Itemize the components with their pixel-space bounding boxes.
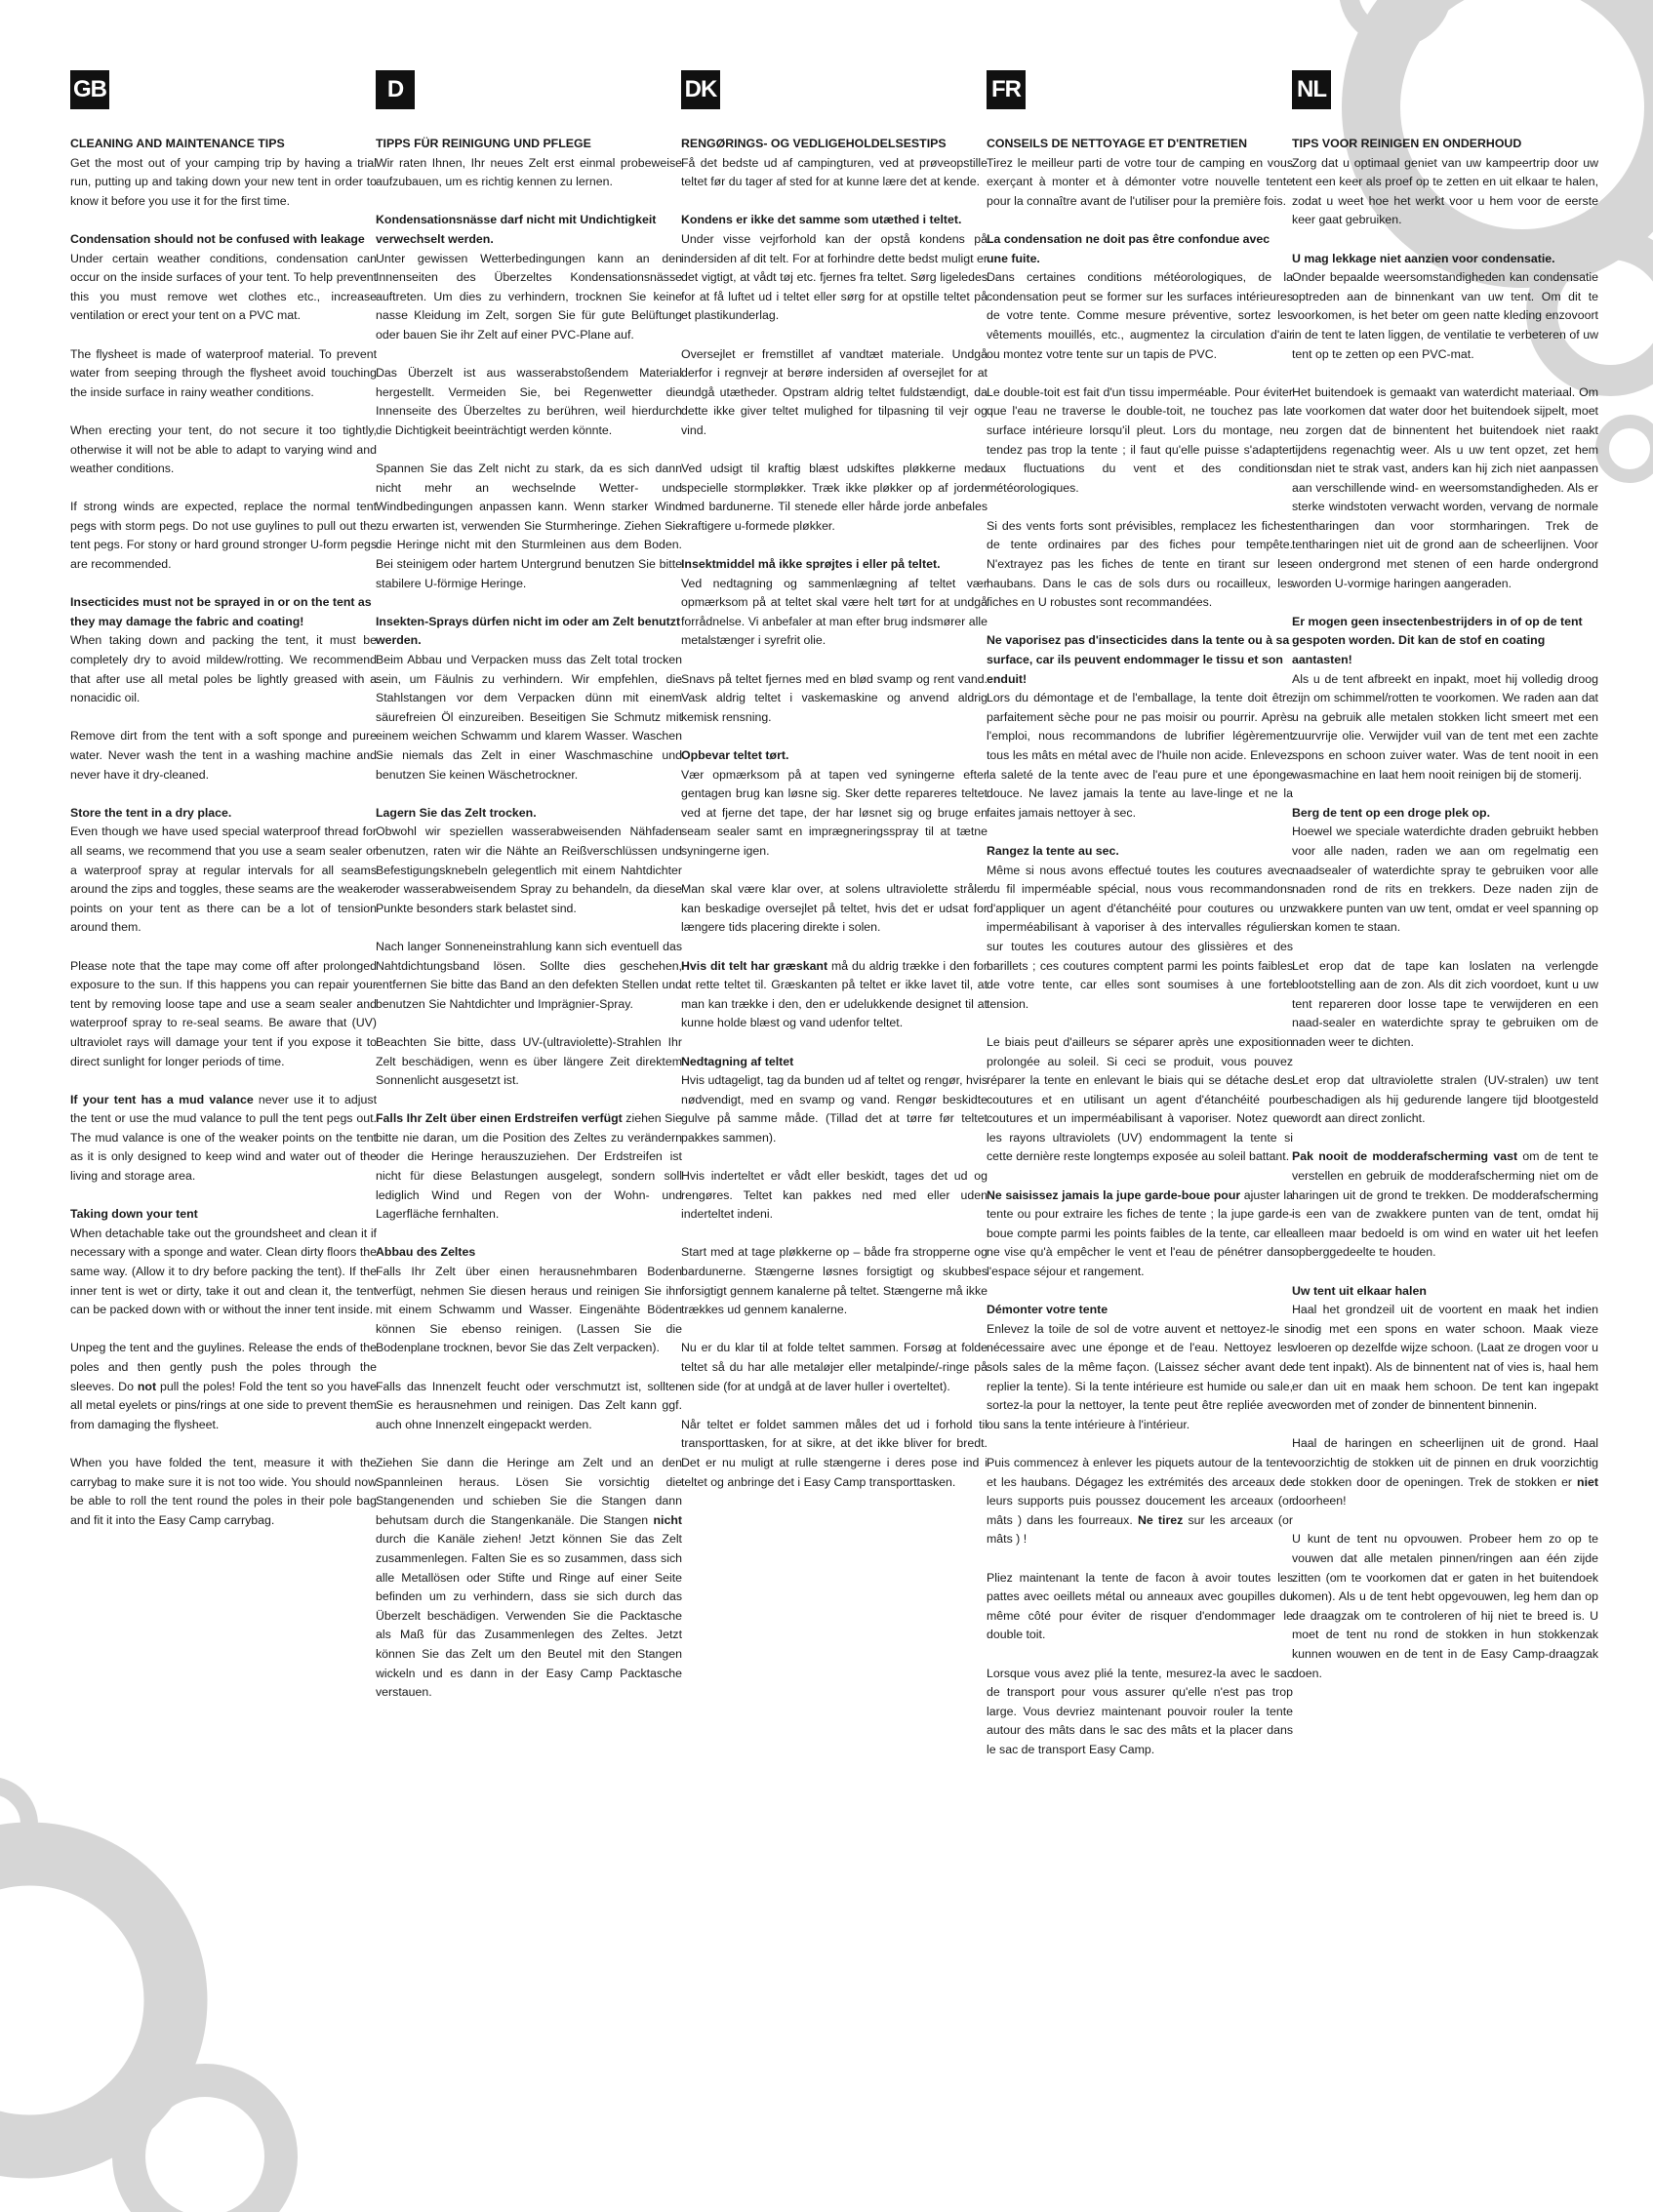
uv-text: Man skal være klar over, at solens ultraviolette stråler kan beskadige oversejlet på teltet, hvis det er udsat for længere tids placering direkte i solen. bbox=[681, 882, 988, 935]
folded-text: U kunt de tent nu opvouwen. Probeer hem zo op te vouwen dat alle metalen pinnen/ringen aan één zijde zitten (om te voorkomen dat er gaten in het buitendoek komen). Als u de tent hebt opgevouwen, leg hem dan op de draagzak om te controleren of hij niet te breed is. U moet de tent nu rond de stokken in hun stokkenzak kunnen wouwen en de tent in de Easy Camp-draagzak doen. bbox=[1292, 1532, 1598, 1680]
insecticides-heading: Insecticides must not be sprayed in or on the tent as they may damage the fabric and coating! bbox=[70, 595, 372, 628]
insecticides-text: When taking down and packing the tent, it must be completely dry to avoid mildew/rotting. We recommend that after use all metal poles be lightly greased with a nonacidic oil. bbox=[70, 633, 377, 705]
language-badge-fr: FR bbox=[987, 70, 1026, 109]
column-content-dk bbox=[681, 135, 988, 1492]
ring-top-right-small bbox=[1349, 0, 1442, 37]
mud-valance-bold: If your tent has a mud valance bbox=[70, 1092, 254, 1106]
intro-text: Få det bedste ud af campingturen, ved at prøveopstille teltet før du tager af sted for at kunne lære det at kende. bbox=[681, 155, 988, 189]
ring-bottom-left-medium bbox=[129, 2080, 281, 2212]
mud-valance-bold: Hvis dit telt har græskant bbox=[681, 958, 828, 973]
taking-down-heading: Uw tent uit elkaar halen bbox=[1292, 1283, 1427, 1298]
tape-text: Please note that the tape may come off after prolonged exposure to the sun. If this happens you can repair your tent by removing loose tape and use a seam sealer and waterproof spray to re-seal seams. Be aware that (UV) ultraviolet rays will damage your tent if you expose it to direct sunlight for longer periods of time. bbox=[70, 958, 377, 1068]
unpeg-bold: Ne tirez bbox=[1137, 1512, 1184, 1527]
unpeg-text bbox=[376, 1454, 682, 1703]
mud-valance-rest: må du aldrig trække i den for at rette teltet til. Græskanten på teltet er ikke lavet til, at man kan trække i den, den er udelukkende designet til at kunne holde blæst og vand udenfor teltet. bbox=[681, 958, 988, 1030]
taking-down-heading: Abbau des Zeltes bbox=[376, 1245, 476, 1260]
insecticides-text: Als u de tent afbreekt en inpakt, moet hij volledig droog zijn om schimmel/rotten te voorkomen. We raden aan dat u na gebruik alle metalen stokken licht smeert met een zuurvrije olie. Verwijder vuil van de tent met een zachte spons en schoon zuiver water. Was de tent nooit in een wasmachine en laat hem nooit reinigen bij de stomerij. bbox=[1292, 671, 1598, 782]
flysheet-text: Het buitendoek is gemaakt van waterdicht materiaal. Om te voorkomen dat water door het buitendoek sijpelt, moet u zorgen dat de binnentent het buitendoek niet raakt tijdens regenachtig weer. Als u uw tent opzet, zet hem dan niet te strak vast, anders kan hij zich niet aanpassen aan verschillende wind- en weersomstandigheden. Als er sterke windstoten verwacht worden, vervang de normale tentharingen dan voor stormharingen. Trek de tentharingen niet uit de grond aan de scheerlijnen. Voor een ondergrond met stenen of een harde ondergrond worden U-vormige haringen aangeraden. bbox=[1292, 384, 1598, 590]
tape-text: Nach langer Sonneneinstrahlung kann sich eventuell das Nahtdichtungsband lösen. Sollte dies geschehen, entfernen Sie bitte das Band an den defekten Stellen und benutzen Sie Nahtdichter und Imprägnier-Spray. bbox=[376, 939, 682, 1011]
condensation-text: Onder bepaalde weersomstandigheden kan condensatie optreden aan de binnenkant van uw tent. Om dit te voorkomen, is het beter om geen natte kleding enzovoort in de tent te laten liggen, de ventilatie te verbeteren of uw tent op te zetten op een PVC-mat. bbox=[1292, 270, 1598, 361]
folded-text: Lorsque vous avez plié la tente, mesurez-la avec le sac de transport pour vous assurer qu'elle n'est pas trop large. Vous devriez maintenant pouvoir rouler la tente autour des mâts dans le sac des mâts et la placer dans le sac de transport Easy Camp. bbox=[987, 1666, 1293, 1756]
tape-text: Let erop dat de tape kan loslaten na verlengde blootstelling aan de zon. Als dit zich voordoet, kunt u uw tent repareren door losse tape te verwijderen en een naad-sealer en waterdichte spray te gebruiken om de naden weer te dichten. bbox=[1292, 958, 1598, 1049]
column-content-fr bbox=[987, 135, 1293, 1759]
insecticides-text: Lors du démontage et de l'emballage, la tente doit être parfaitement sèche pour ne pas moisir ou pourrir. Après l'emploi, nous recommandons de lubrifier légèrement tous les mâts en métal avec de l'huile non acide. Enlevez la saleté de la tente avec de l'eau pure et une éponge douce. Ne lavez jamais la tente au lave-linge et ne la faites jamais nettoyer à sec. bbox=[987, 691, 1293, 820]
condensation-heading: La condensation ne doit pas être confondue avec une fuite. bbox=[987, 231, 1270, 265]
section-title: CLEANING AND MAINTENANCE TIPS bbox=[70, 137, 285, 150]
column-gb bbox=[70, 70, 377, 1549]
dirt-text: Snavs på teltet fjernes med en blød svamp og rent vand. Vask aldrig teltet i vaskemaskine og anvend aldrig kemisk rensning. bbox=[681, 671, 988, 724]
unpeg-text: Start med at tage pløkkerne op – både fra stropperne og bardunerne. Stængerne løsnes forsigtigt og skubbes forsigtigt gennem kanalerne på teltet. Stængerne må ikke trækkes ud gennem kanalerne. bbox=[681, 1245, 988, 1317]
unpeg-bold: not bbox=[137, 1379, 157, 1393]
winds-text: Si des vents forts sont prévisibles, remplacez les fiches de tente ordinaires par des fiches pour tempête. N'extrayez pas les fiches de tente en tirant sur les haubans. Dans le cas de sols durs ou rocailleux, les fiches en U robustes sont recommandées. bbox=[987, 518, 1293, 610]
condensation-heading: Kondens er ikke det samme som utæthed i teltet. bbox=[681, 213, 962, 227]
winds-text: Ved udsigt til kraftig blæst udskiftes pløkkerne med specielle stormpløkker. Træk ikke pløkker op af jorden med bardunerne. Til stenede eller hårde jorde anbefales kraftigere u-formede pløkker. bbox=[681, 462, 988, 533]
folded-text: When you have folded the tent, measure it with the carrybag to make sure it is not too wide. You should now be able to roll the tent round the poles in their pole bag and fit it into the Easy Camp carrybag. bbox=[70, 1455, 377, 1527]
section-title: RENGØRINGS- OG VEDLIGEHOLDELSESTIPS bbox=[681, 137, 947, 150]
section-title: TIPS VOOR REINIGEN EN ONDERHOUD bbox=[1292, 137, 1522, 150]
mud-valance-bold: Pak nooit de modderafscherming vast bbox=[1292, 1149, 1518, 1164]
unpeg-after: sur les arceaux (or mâts ) ! bbox=[987, 1512, 1294, 1547]
insecticides-text: Ved nedtagning og sammenlægning af teltet vær opmærksom på at teltet skal være helt tørt for at undgå forrådnelse. Vi anbefaler at man efter brug indsmører alle metalstænger i syrefrit olie. bbox=[681, 576, 988, 648]
seams-text: Obwohl wir speziellen wasserabweisenden Nähfaden benutzen, raten wir die Nähte an Reißverschlüssen und Befestigungsknebeln gelegentlich mit einem Nahtdichter oder wasserabweisendem Spray zu behandeln, da diese Punkte besonders stark belastet sind. bbox=[376, 824, 682, 915]
ring-bottom-left-small bbox=[0, 1786, 29, 1864]
condensation-text: Under visse vejrforhold kan der opstå kondens på indersiden af dit telt. For at forhindre dette bedst muligt er det vigtigt, at vådt tøj etc. fjernes fra teltet. Sørg ligeledes for at få luftet ud i teltet eller sørg for at opstille teltet på et plastikunderlag. bbox=[681, 231, 988, 323]
store-heading: Berg de tent op een droge plek op. bbox=[1292, 805, 1491, 820]
taking-down-text: When detachable take out the groundsheet and clean it if necessary with a sponge and water. Clean dirty floors the same way. (Allow it to dry before packing the tent). If the inner tent is wet or dirty, take it out and clean it, the tent can be packed down with or without the inner tent inside. bbox=[70, 1226, 377, 1317]
insecticides-heading: Insekten-Sprays dürfen nicht im oder am Zelt benutzt werden. bbox=[376, 614, 681, 648]
column-fr bbox=[987, 70, 1293, 1779]
column-dk bbox=[681, 70, 988, 1511]
mud-valance-rest: never use it to adjust the tent or use the mud valance to pull the tent pegs out. The mud valance is one of the weaker points on the tent as it is only designed to keep wind and water out of the living and storage area. bbox=[70, 1092, 377, 1184]
unpeg-before: Puis commencez à enlever les piquets autour de la tente et les haubans. Dégagez les extrémités des arceaux de leurs supports puis poussez doucement les arceaux (or mâts ) dans les fourreaux. bbox=[987, 1455, 1293, 1527]
flysheet-text: Das Überzelt ist aus wasserabstoßendem Material hergestellt. Vermeiden Sie, bei Regenwetter die Innenseite des Überzeltes zu berühren, weil hierdurch die Dichtigkeit beeinträchtigt werden könnte. bbox=[376, 366, 682, 437]
erecting-text: Spannen Sie das Zelt nicht zu stark, da es sich dann nicht mehr an wechselnde Wetter- und Windbedingungen anpassen kann. Wenn starker Wind zu erwarten ist, verwenden Sie Sturmheringe. Ziehen Sie die Heringe nicht mit den Sturmleinen aus dem Boden. Bei steinigem oder hartem Untergrund benutzen Sie bitte stabilere U-förmige Heringe. bbox=[376, 462, 682, 590]
section-title: CONSEILS DE NETTOYAGE ET D'ENTRETIEN bbox=[987, 137, 1247, 150]
seams-text: Even though we have used special waterproof thread for all seams, we recommend that you use a seam sealer or a waterproof spray at regular intervals for all seams around the zips and toggles, these seams are the weaker points on your tent as there can be a lot of tension around them. bbox=[70, 824, 377, 935]
fold-text: Pliez maintenant la tente de facon à avoir toutes les pattes avec oeillets métal ou anneaux avec goupilles du même côté pour éviter de risquer d'endommager le double toit. bbox=[987, 1570, 1293, 1642]
language-badge-gb: GB bbox=[70, 70, 109, 109]
column-nl bbox=[1292, 70, 1598, 1703]
taking-down-heading: Taking down your tent bbox=[70, 1207, 198, 1222]
section-title: TIPPS FÜR REINIGUNG UND PFLEGE bbox=[376, 137, 591, 150]
mud-valance-bold: Ne saisissez jamais la jupe garde-boue pour bbox=[987, 1187, 1241, 1202]
unpeg-text bbox=[987, 1454, 1293, 1549]
taking-down-text: Hvis udtageligt, tag da bunden ud af teltet og rengør, hvis nødvendigt, med en svamp og vand. Rengør beskidte gulve på samme måde. (Tillad det at tørre før teltet pakkes sammen). bbox=[681, 1073, 988, 1145]
insecticides-heading: Ne vaporisez pas d'insecticides dans la tente ou à sa surface, car ils peuvent endommager le tissu et son enduit! bbox=[987, 633, 1290, 686]
unpeg-before: Haal de haringen en scheerlijnen uit de grond. Haal voorzichtig de stokken uit de pinnen en druk voorzichtig de stokken door de openingen. Trek de stokken er bbox=[1292, 1436, 1598, 1489]
intro-text: Get the most out of your camping trip by having a trial run, putting up and taking down your new tent in order to know it before you use it for the first time. bbox=[70, 155, 377, 208]
intro-text: Wir raten Ihnen, Ihr neues Zelt erst einmal probeweise aufzubauen, um es richtig kennen zu lernen. bbox=[376, 155, 682, 189]
condensation-heading: Condensation should not be confused with leakage bbox=[70, 231, 365, 246]
uv-text: Let erop dat ultraviolette stralen (UV-stralen) uw tent beschadigen als hij gedurende langere tijd blootgesteld wordt aan direct zonlicht. bbox=[1292, 1073, 1598, 1126]
column-content-d bbox=[376, 135, 682, 1703]
mud-valance-text bbox=[1292, 1147, 1598, 1263]
mud-valance-rest: ajuster la tente ou pour extraire les fiches de tente ; la jupe garde-boue compte parmi les points faibles de la tente, car elle ne vise qu'à empêcher le vent et l'eau de pénétrer dans l'espace séjour et rangement. bbox=[987, 1187, 1293, 1279]
insecticides-text: Beim Abbau und Verpacken muss das Zelt total trocken sein, um Fäulnis zu verhindern. Wir empfehlen, die Stahlstangen vor dem Verpacken dünn mit einem säurefreien Öl einzureiben. Beseitigen Sie Schmutz mit einem weichen Schwamm und klarem Wasser. Waschen Sie niemals das Zelt in einer Waschmaschine und benutzen Sie keinen Wäschetrockner. bbox=[376, 653, 682, 782]
mud-valance-text bbox=[70, 1091, 377, 1186]
mud-valance-rest: ziehen Sie bitte nie daran, um die Position des Zeltes zu verändern oder die Heringe herauszuziehen. Der Erdstreifen ist nicht für diese Belastungen ausgelegt, sondern soll lediglich Wind und Regen von der Wohn- und Lagerfläche fernhalten. bbox=[376, 1111, 682, 1222]
condensation-heading: Kondensationsnässe darf nicht mit Undichtigkeit verwechselt werden. bbox=[376, 213, 657, 246]
erecting-text: When erecting your tent, do not secure it too tightly, otherwise it will not be able to adapt to varying wind and weather conditions. bbox=[70, 422, 377, 476]
dirt-text: Remove dirt from the tent with a soft sponge and pure water. Never wash the tent in a washing machine and never have it dry-cleaned. bbox=[70, 729, 377, 782]
condensation-text: Under certain weather conditions, condensation can occur on the inside surfaces of your tent. To help prevent this you must remove wet clothes etc., increase ventilation or erect your tent on a PVC mat. bbox=[70, 251, 377, 323]
language-badge-d: D bbox=[376, 70, 415, 109]
unpeg-bold: nicht bbox=[653, 1512, 682, 1527]
tape-text: Le biais peut d'ailleurs se séparer après une exposition prolongée au soleil. Si ceci se produit, vous pouvez réparer la tente en enlevant le biais qui se détache des coutures et en utilisant un agent d'étanchéité pour coutures et un imperméabilisant à vaporiser. Notez que les rayons ultraviolets (UV) endommagent la tente si cette dernière reste longtemps exposée au soleil battant. bbox=[987, 1034, 1293, 1164]
fold-text: Nu er du klar til at folde teltet sammen. Forsøg at folde teltet så du har alle metaløjer eller metalpinde/-ringe på en side (for at undgå at de laver huller i overteltet). bbox=[681, 1341, 988, 1393]
column-content-nl bbox=[1292, 135, 1598, 1683]
unpeg-after: pull the poles! Fold the tent so you have all metal eyelets or pins/rings at one side to prevent them from damaging the flysheet. bbox=[70, 1379, 377, 1431]
mud-valance-rest: om de tent te verstellen en gebruik de modderafscherming niet om de haringen uit de grond te trekken. De modderafscherming is een van de zwakkere punten van de tent, omdat hij alleen maar bedoeld is om wind en water uit het leefen opberggedeelte te houden. bbox=[1292, 1149, 1598, 1260]
ring-bottom-left-large bbox=[0, 1854, 176, 2147]
language-badge-nl: NL bbox=[1292, 70, 1331, 109]
condensation-heading: U mag lekkage niet aanzien voor condensatie. bbox=[1292, 251, 1555, 265]
insecticides-heading: Insektmiddel må ikke sprøjtes i eller på teltet. bbox=[681, 557, 941, 572]
unpeg-before: Ziehen Sie dann die Heringe am Zelt und an den Spannleinen heraus. Lösen Sie vorsichtig die Stangenenden und schieben Sie die Stangen dann behutsam durch die Stangenkanäle. Die Stangen bbox=[376, 1455, 682, 1527]
uv-text: Beachten Sie bitte, dass UV-(ultraviolette)-Strahlen Ihr Zelt beschädigen, wenn es über längere Zeit direktem Sonnenlicht ausgesetzt ist. bbox=[376, 1034, 682, 1088]
unpeg-bold: niet bbox=[1577, 1474, 1598, 1489]
seams-text: Hoewel we speciale waterdichte draden gebruikt hebben voor alle naden, raden we aan om regelmatig een naadsealer of waterdichte spray te gebruiken voor alle naden rond de rits en trekkers. Deze naden zijn de zwakkere punten van uw tent, omdat er veel spanning op kan komen te staan. bbox=[1292, 824, 1598, 935]
condensation-text: Dans certaines conditions météorologiques, de la condensation peut se former sur les surfaces intérieures de votre tente. Comme mesure préventive, sortez les vêtements mouillés, etc., augmentez la circulation d'air ou montez votre tente sur un tapis de PVC. bbox=[987, 270, 1293, 361]
mud-valance-bold: Falls Ihr Zelt über einen Erdstreifen verfügt bbox=[376, 1111, 623, 1126]
flysheet-text: Le double-toit est fait d'un tissu imperméable. Pour éviter que l'eau ne traverse le double-toit, ne touchez pas la surface intérieure lorsqu'il pleut. Lors du montage, ne tendez pas trop la tente ; il faut qu'elle puisse s'adapter aux fluctuations du vent et des conditions météorologiques. bbox=[987, 384, 1293, 495]
mud-valance-text bbox=[681, 957, 988, 1033]
mud-valance-text bbox=[376, 1109, 682, 1225]
unpeg-text bbox=[70, 1339, 377, 1434]
inner-tent-text: Falls das Innenzelt feucht oder verschmutzt ist, sollten Sie es herausnehmen und reinigen. Das Zelt kann ggf. auch ohne Innenzelt eingepackt werden. bbox=[376, 1379, 682, 1431]
intro-text: Zorg dat u optimaal geniet van uw kampeertrip door uw tent een keer als proef op te zetten en uit elkaar te halen, zodat u weet hoe het werkt voor u hem voor de eerste keer gaat gebruiken. bbox=[1292, 155, 1598, 227]
ring-right-small bbox=[1602, 422, 1653, 476]
mud-valance-text bbox=[987, 1186, 1293, 1282]
taking-down-heading: Démonter votre tente bbox=[987, 1303, 1109, 1317]
taking-down-text: Haal het grondzeil uit de voortent en maak het indien nodig met een spons en water schoon. Maak vieze vloeren op dezelfde wijze schoon. (Laat ze drogen voor u de tent inpakt). Als de binnentent nat of vies is, haal hem er dan uit en maak hem schoon. De tent kan ingepakt worden met of zonder de binnentent binnenin. bbox=[1292, 1303, 1598, 1413]
flysheet-text: The flysheet is made of waterproof material. To prevent water from seeping through the flysheet avoid touching the inside surface in rainy weather conditions. bbox=[70, 346, 377, 399]
seams-text: Vær opmærksom på at tapen ved syningerne efter gentagen brug kan løsne sig. Sker dette repareres teltet ved at fjerne det tape, der har løsnet sig og bruge en seam sealer samt en imprægneringsspray til at tætne syningerne igen. bbox=[681, 767, 988, 858]
insecticides-heading: Er mogen geen insectenbestrijders in of op de tent gespoten worden. Dit kan de stof en coating aantasten! bbox=[1292, 614, 1583, 667]
taking-down-heading: Nedtagning af teltet bbox=[681, 1054, 794, 1068]
winds-text: If strong winds are expected, replace the normal tent pegs with storm pegs. Do not use guylines to pull out the tent pegs. For stony or hard ground stronger U-form pegs are recommended. bbox=[70, 500, 377, 572]
language-badge-dk: DK bbox=[681, 70, 720, 109]
column-d bbox=[376, 70, 682, 1721]
condensation-text: Unter gewissen Wetterbedingungen kann an den Innenseiten des Überzeltes Kondensationsnässe auftreten. Um dies zu verhindern, trocknen Sie keine nasse Kleidung im Zelt, sorgen Sie für gute Belüftung oder bauen Sie ihr Zelt auf einer PVC-Plane auf. bbox=[376, 251, 682, 342]
store-heading: Opbevar teltet tørt. bbox=[681, 748, 789, 762]
unpeg-after: doorheen! bbox=[1292, 1494, 1347, 1508]
taking-down-text: Enlevez la toile de sol de votre auvent et nettoyez-le si nécessaire avec une éponge et de l'eau. Nettoyez les sols sales de la même façon. (Laissez sécher avant de replier la tente). Si la tente intérieure est humide ou sale, sortez-la pour la nettoyer, la tente peut être repliée avec ou sans la tente intérieure à l'intérieur. bbox=[987, 1321, 1293, 1431]
unpeg-text bbox=[1292, 1434, 1598, 1510]
folded-text: Når teltet er foldet sammen måles det ud i forhold til transporttasken, for at sikre, at det ikke bliver for bredt. Det er nu muligt at rulle stængerne i deres pose ind i teltet og anbringe det i Easy Camp transporttasken. bbox=[681, 1417, 988, 1489]
store-heading: Store the tent in a dry place. bbox=[70, 805, 232, 820]
seams-text: Même si nous avons effectué toutes les coutures avec du fil imperméable spécial, nous vous recommandons d'appliquer un agent d'étanchéité pour coutures ou un imperméabilisant à vaporiser à des intervalles réguliers sur toutes les coutures autour des glissières et des barillets ; ces coutures comptent parmi les points faibles de votre tente, car elles sont soumises à une forte tension. bbox=[987, 863, 1293, 1011]
unpeg-after: durch die Kanäle ziehen! Jetzt können Sie das Zelt zusammenlegen. Falten Sie es so zusammen, dass sich alle Metallösen oder Stifte und Ringe auf einer Seite befinden um zu verhindern, dass sie sich durch das Überzelt beschädigen. Verwenden Sie die Packtasche als Maß für das Zusammenlegen des Zeltes. Jetzt können Sie das Zelt um den Beutel mit den Stangen wickeln und es dann in der Easy Camp Packtasche verstauen. bbox=[376, 1532, 682, 1700]
flysheet-text: Oversejlet er fremstillet af vandtæt materiale. Undgå derfor i regnvejr at berøre indersiden af oversejlet for at undgå utætheder. Opstram aldrig teltet fuldstændigt, da dette ikke giver teltet mulighed for tilpasning til vejr og vind. bbox=[681, 346, 988, 437]
intro-text: Tirez le meilleur parti de votre tour de camping en vous exerçant à monter et à démonter votre nouvelle tente pour la connaître avant de l'utiliser pour la première fois. bbox=[987, 155, 1293, 208]
inner-tent-text: Hvis inderteltet er vådt eller beskidt, tages det ud og rengøres. Teltet kan pakkes ned med eller uden inderteltet indeni. bbox=[681, 1169, 988, 1222]
taking-down-text: Falls Ihr Zelt über einen herausnehmbaren Boden verfügt, nehmen Sie diesen heraus und reinigen Sie ihn mit einem Schwamm und Wasser. Eingenähte Böden können Sie ebenso reinigen. (Lassen Sie die Bodenplane trocknen, bevor Sie das Zelt verpacken). bbox=[376, 1265, 682, 1355]
store-heading: Lagern Sie das Zelt trocken. bbox=[376, 805, 537, 820]
unpeg-before: Unpeg the tent and the guylines. Release the ends of the poles and then gently push the poles through the sleeves. Do bbox=[70, 1341, 377, 1393]
column-content-gb bbox=[70, 135, 377, 1530]
store-heading: Rangez la tente au sec. bbox=[987, 843, 1119, 858]
